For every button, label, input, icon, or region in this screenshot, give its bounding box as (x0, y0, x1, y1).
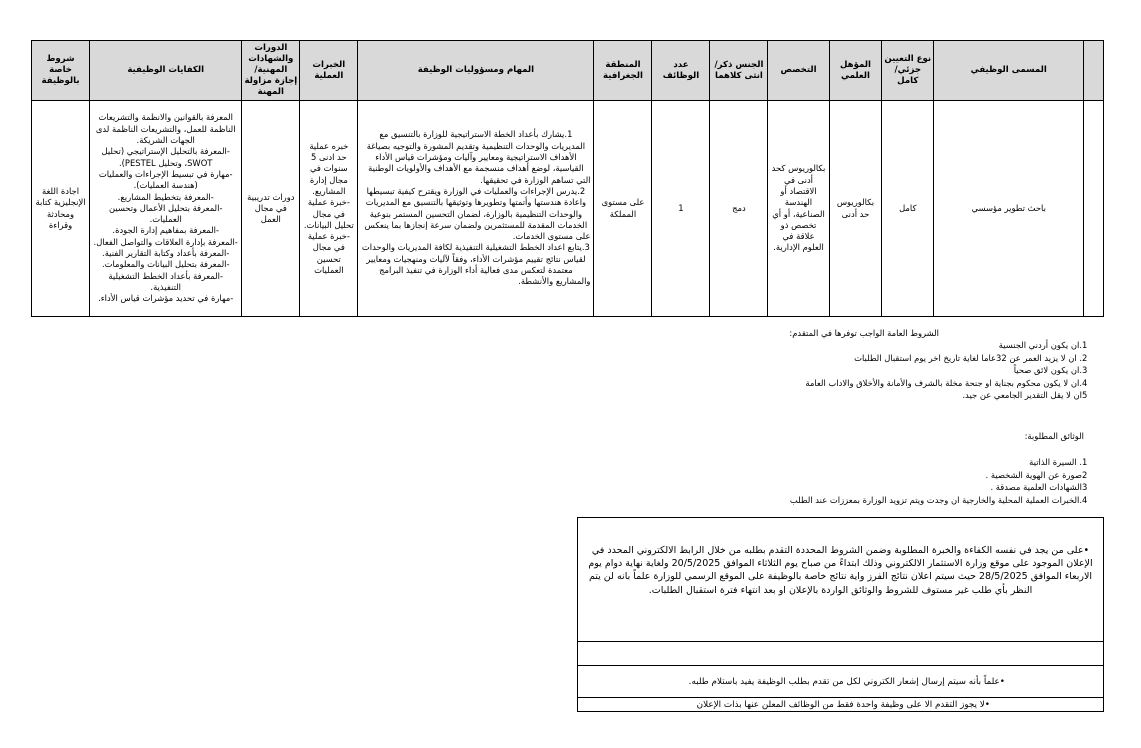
list-item (620, 364, 1100, 376)
item-number: 4 (1082, 494, 1088, 505)
item-number: 2 (1082, 469, 1088, 480)
cell-specialization: بكالوريوس كحد أدنى في الاقتصاد أو الهندسة الصناعية، أو أي تخصص ذو علاقة في العلوم الإدارية. (768, 101, 829, 317)
item-text: . ان لا يزيد العمر عن 32عاما لغاية تاريخ اخر يوم استقبال الطلبات (854, 352, 1082, 363)
header-tasks: المهام ومسؤوليات الوظيفة (358, 41, 594, 101)
list-item (620, 469, 1100, 481)
competency-item: -المعرفة بإدارة العلاقات والتواصل الفعال. (93, 236, 238, 247)
cell-job-title: باحث تطوير مؤسسي (934, 101, 1084, 317)
item-text: .ان يكون لائق صحياً (1013, 365, 1082, 376)
item-text: . السيرة الذاتية (1029, 457, 1082, 468)
header-qualification: المؤهل العلمي (829, 41, 882, 101)
cell-appointment-type: كامل (882, 101, 934, 317)
cell-experience (300, 101, 358, 317)
list-item (620, 377, 1100, 389)
list-item (620, 481, 1100, 493)
divider (577, 665, 1104, 666)
item-number: 1 (1082, 457, 1088, 468)
experience-item: -خبرة عملية في مجال تحليل البيانات. (303, 197, 354, 230)
cell-tasks (358, 101, 594, 317)
cell-job-count: 1 (652, 101, 710, 317)
general-conditions-list (620, 339, 1100, 401)
header-job-title: المسمى الوظيفي (934, 41, 1084, 101)
cell-gender: دمج (710, 101, 768, 317)
cell-courses: دورات تدريبية في مجال العمل (242, 101, 300, 317)
header-courses: الدورات والشهادات المهنية/إجازة مزاولة المهنة (242, 41, 300, 101)
item-text: .ان لا يكون محكوم بجناية او جنحة مخلة بالشرف والأمانة والأخلاق والاداب العامة (805, 377, 1082, 388)
required-documents (620, 430, 1100, 506)
cell-competencies (90, 101, 242, 317)
item-number: 1 (1082, 340, 1088, 351)
divider (577, 697, 1104, 698)
item-text: الشهادات العلمية مصدقة . (990, 482, 1082, 493)
task-item: 3.يتابع اعداد الخطط التشغيلية التنفيذية لكافة المديريات والوحدات لقياس نتائج تقييم مؤشرات الأداء، وفقاً لآليات ومنهجيات ومعايير معتمدة لتعكس مدى فعالية أداء الوزارة في تنفيذ البرامج والمشاريع والأنشطة. (361, 242, 591, 287)
header-specialization: التخصص (768, 41, 829, 101)
item-number: 5 (1082, 390, 1088, 401)
item-text: صورة عن الهوية الشخصية . (985, 469, 1082, 480)
list-item (620, 389, 1100, 401)
table-row (32, 101, 1104, 317)
competency-item: -المعرفة بالتحليل الإستراتيجي (تحليل SWOT، وتحليل PESTEL). (101, 146, 230, 168)
item-text: .ان يكون أردني الجنسية (998, 340, 1082, 351)
experience-item: -خبرة عملية في مجال تحسين العمليات (307, 231, 350, 275)
list-item (620, 456, 1100, 468)
header-job-count: عدد الوظائف (652, 41, 710, 101)
application-notice: •على من يجد في نفسه الكفاءة والخبرة المطلوبة وضمن الشروط المحددة التقدم بطلبه من خلال الرابط الالكتروني المحدد في الإعلان الموجود على موقع وزارة الاستثمار الالكتروني وذلك ابتداءً من صباح يوم الثلاثاء الموافق 20/5/2025 ولغاية نهاية دوام يوم الاربعاء الموافق 28/5/2025 حيث سيتم اعلان نتائج الفرز واية نتائج خاصة بالوظيفة على الموقع الرسمي للوزارة علماً بانه لن يتم النظر بأي طلب غير مستوف للشروط والوثائق الواردة بالإعلان او بعد انتهاء فترة استقبال الطلبات. (588, 545, 1093, 596)
task-item: 1.يشارك بأعداد الخطة الاستراتيجية للوزارة بالتنسيق مع المديريات والوحدات التنظيمية وتقديم المشورة والتوجيه بصياغة الأهداف الاستراتيجية ومعايير وآليات ومؤشرات قياس الأداء القياسية، لوضع أهداف منسجمة مع الأهداف والأولويات الوطنية التي تساهم الوزارة في تحقيقها. (366, 129, 591, 185)
application-notice-box (577, 517, 1104, 642)
header-region: المنطقة الجغرافية (594, 41, 652, 101)
header-special-conditions: شروط خاصة بالوظيفة (32, 41, 90, 101)
competency-item: -المعرفة بتحليل البيانات والمعلومات. (101, 259, 230, 270)
cell-special-conditions: اجادة اللغة الإنجليزية كتابة ومحادثة وقراءة (32, 101, 90, 317)
competency-item: -المعرفة بمفاهيم إدارة الجودة. (112, 225, 219, 236)
competency-item: المعرفة بالقوانين والانظمة والتشريعات الناظمة للعمل، والتشريعات الناظمة لدى الجهات الشريكة. (95, 112, 236, 146)
required-documents-list (620, 456, 1100, 506)
job-table (31, 40, 1104, 317)
list-item (620, 494, 1100, 506)
required-documents-heading: الوثائق المطلوبة: (1024, 431, 1084, 441)
cell-region: على مستوى المملكة (594, 101, 652, 317)
header-gender: الجنس ذكر/انثى كلاهما (710, 41, 768, 101)
general-conditions-heading: الشروط العامة الواجب توفرها في المتقدم: (789, 328, 939, 338)
header-competencies: الكفايات الوظيفية (90, 41, 242, 101)
cell-blank (1084, 101, 1104, 317)
item-number: 2 (1082, 352, 1088, 363)
item-text: ان لا يقل التقدير الجامعي عن جيد. (962, 390, 1082, 401)
list-item (620, 339, 1100, 351)
table-header-row (32, 41, 1104, 101)
note-single-application: •لا يجوز التقدم الا على وظيفة واحدة فقط من الوظائف المعلن عنها بذات الإعلان (696, 700, 990, 710)
competency-item: -المعرفة بأعداد وكتابة التقارير الفنية. (102, 248, 230, 259)
note-notification: •علماً بأنه سيتم إرسال إشعار الكتروني لكل من تقدم بطلب الوظيفة يفيد باستلام طلبه. (688, 677, 1005, 687)
item-number: 3 (1082, 365, 1088, 376)
competency-item: -المعرفة بأعداد الخطط التشغيلية التنفيذية. (108, 270, 223, 292)
cell-qualification: بكالوريوس حد أدنى (829, 101, 882, 317)
header-experience: الخبرات العملية (300, 41, 358, 101)
competency-item: -المعرفة بتخطيط المشاريع. (117, 191, 214, 202)
list-item (620, 352, 1100, 364)
header-blank (1084, 41, 1104, 101)
competency-item: -المعرفة بتحليل الأعمال وتحسين العمليات. (108, 202, 223, 225)
general-conditions (620, 327, 1100, 401)
competency-item: -مهارة في تحديد مؤشرات قياس الأداء. (98, 293, 234, 304)
item-number: 3 (1082, 482, 1088, 493)
item-number: 4 (1082, 377, 1088, 388)
competency-item: -مهارة في تبسيط الإجراءات والعمليات (هندسة العمليات). (98, 168, 233, 191)
item-text: .الخبرات العملية المحلية والخارجية ان وجدت ويتم تزويد الوزارة بمعززات عند الطلب (789, 494, 1082, 505)
header-appointment-type: نوع التعيين جزئي/كامل (882, 41, 934, 101)
task-item: 2.يدرس الإجراءات والعمليات في الوزارة ويقترح كيفية تبسيطها واعادة هندستها وأتمتها وتطويرها وتوثيقها بالتنسيق مع المديريات والوحدات التنظيمية بالوزارة، لضمان التحسين المستمر بنوعية الخدمات المقدمة للمستثمرين ولضمان سرعة إنجازها بما ينعكس على مستوى الخدمات. (364, 185, 591, 242)
experience-item: خبره عملية حد ادنى 5 سنوات في مجال إدارة المشاريع. (309, 140, 349, 196)
